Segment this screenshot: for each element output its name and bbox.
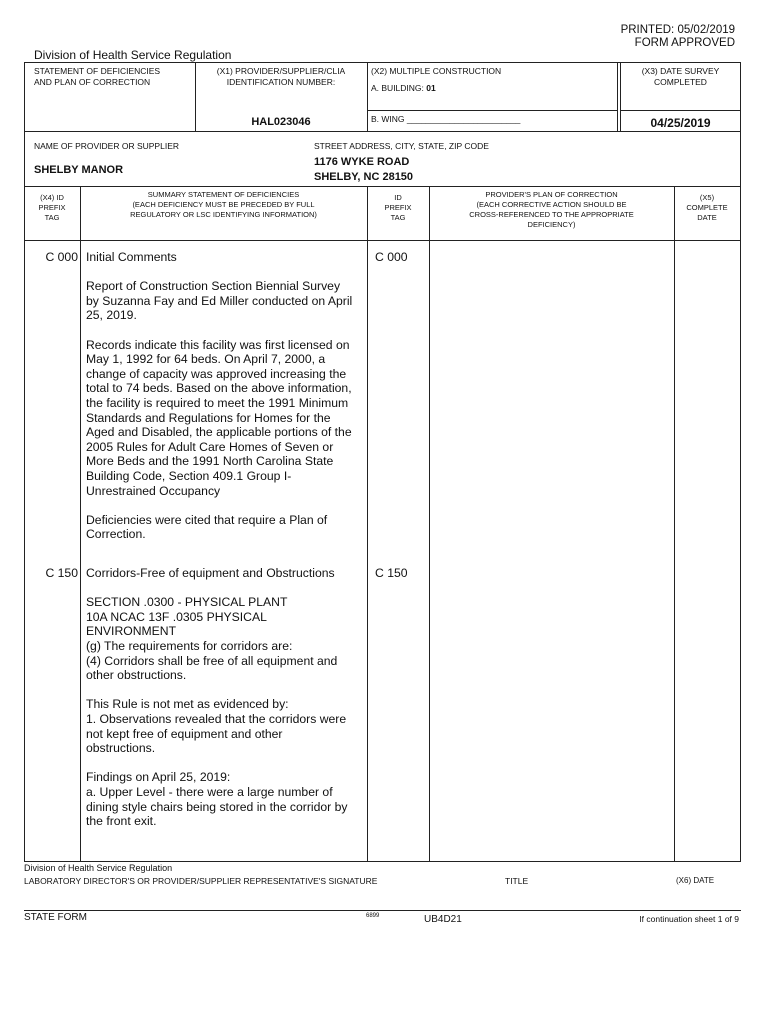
plan-tag: C 000: [375, 250, 408, 264]
deficiency-paragraph: Records indicate this facility was first licensed on May 1, 1992 for 64 beds. On April 7, 2000, a change of capacity was approved increasing the total to 74 beds. Based on the above information, the facility is required to meet the 1991 Minimum Standards and Regulations for Homes for the Aged and Disabled, the applicable portions of the 2005 Rules for Adult Care Homes of Seven or More Beds and the 1991 North Carolina State Building Code, Section 409.1 Group I- Unrestrained Occupancy: [86, 337, 352, 498]
deficiency-tag: C 150: [45, 566, 78, 580]
deficiency-paragraph: SECTION .0300 - PHYSICAL PLANT 10A NCAC 13F .0305 PHYSICAL ENVIRONMENT (g) The requirements for corridors are: (4) Corridors shall be free of all equipment and other obstructions.: [86, 595, 338, 683]
state-form-label: STATE FORM: [24, 912, 87, 923]
x2-label: (X2) MULTIPLE CONSTRUCTION: [371, 66, 502, 76]
title-label: TITLE: [505, 876, 529, 886]
deficiency-entry: [86, 566, 366, 843]
id-prefix-header: ID PREFIX TAG: [384, 193, 412, 222]
agency-name: Division of Health Service Regulation: [34, 48, 232, 62]
deficiency-paragraph: Deficiencies were cited that require a Plan of Correction.: [86, 512, 328, 542]
deficiency-title: Corridors-Free of equipment and Obstructions: [86, 566, 335, 580]
complete-date-header: (X5) COMPLETE DATE: [686, 193, 728, 222]
form-number: 6899: [366, 913, 380, 919]
wing-field: B. WING ________________________: [371, 114, 521, 124]
plan-tag: C 150: [375, 566, 408, 580]
survey-completed-date: 04/25/2019: [650, 116, 711, 130]
plan-header: PROVIDER'S PLAN OF CORRECTION (EACH CORRECTIVE ACTION SHOULD BE CROSS-REFERENCED TO THE APPROPRIATE DEFICIENCY): [469, 190, 634, 229]
deficiency-entry: [86, 250, 366, 556]
provider-id-number: HAL023046: [251, 116, 311, 128]
signature-label: LABORATORY DIRECTOR'S OR PROVIDER/SUPPLIER REPRESENTATIVE'S SIGNATURE: [24, 876, 378, 886]
x4-header: (X4) ID PREFIX TAG: [38, 193, 66, 222]
address-label: STREET ADDRESS, CITY, STATE, ZIP CODE: [314, 141, 489, 151]
statement-label: STATEMENT OF DEFICIENCIES AND PLAN OF CORRECTION: [34, 66, 161, 87]
provider-address: 1176 WYKE ROAD SHELBY, NC 28150: [314, 156, 414, 183]
continuation-sheet: If continuation sheet 1 of 9: [639, 914, 739, 924]
printed-date: PRINTED: 05/02/2019: [620, 24, 735, 36]
footer-agency: Division of Health Service Regulation: [24, 863, 173, 873]
form-approved: FORM APPROVED: [634, 37, 735, 49]
summary-header: SUMMARY STATEMENT OF DEFICIENCIES (EACH DEFICIENCY MUST BE PRECEDED BY FULL REGULATORY OR LSC IDENTIFYING INFORMATION): [130, 190, 317, 219]
x3-label: (X3) DATE SURVEY COMPLETED: [641, 66, 720, 87]
x6-date-label: (X6) DATE: [676, 876, 715, 885]
provider-name-label: NAME OF PROVIDER OR SUPPLIER: [34, 141, 179, 151]
deficiency-title: Initial Comments: [86, 250, 177, 264]
deficiency-paragraph: Report of Construction Section Biennial Survey by Suzanna Fay and Ed Miller conducted on April 25, 2019.: [86, 279, 353, 323]
x1-label: (X1) PROVIDER/SUPPLIER/CLIA IDENTIFICATION NUMBER:: [216, 66, 346, 87]
footer-rule: [24, 910, 741, 911]
provider-name: SHELBY MANOR: [34, 164, 124, 176]
form-code: UB4D21: [424, 914, 462, 925]
deficiency-paragraph: This Rule is not met as evidenced by: 1. Observations revealed that the corridors were not kept free of equipment and other obstructions.: [86, 697, 347, 756]
deficiency-tag: C 000: [45, 250, 78, 264]
building-field: A. BUILDING: 01: [371, 83, 436, 93]
deficiency-paragraph: Findings on April 25, 2019: a. Upper Level - there were a large number of dining style chairs being stored in the corridor by the front exit.: [86, 770, 348, 829]
